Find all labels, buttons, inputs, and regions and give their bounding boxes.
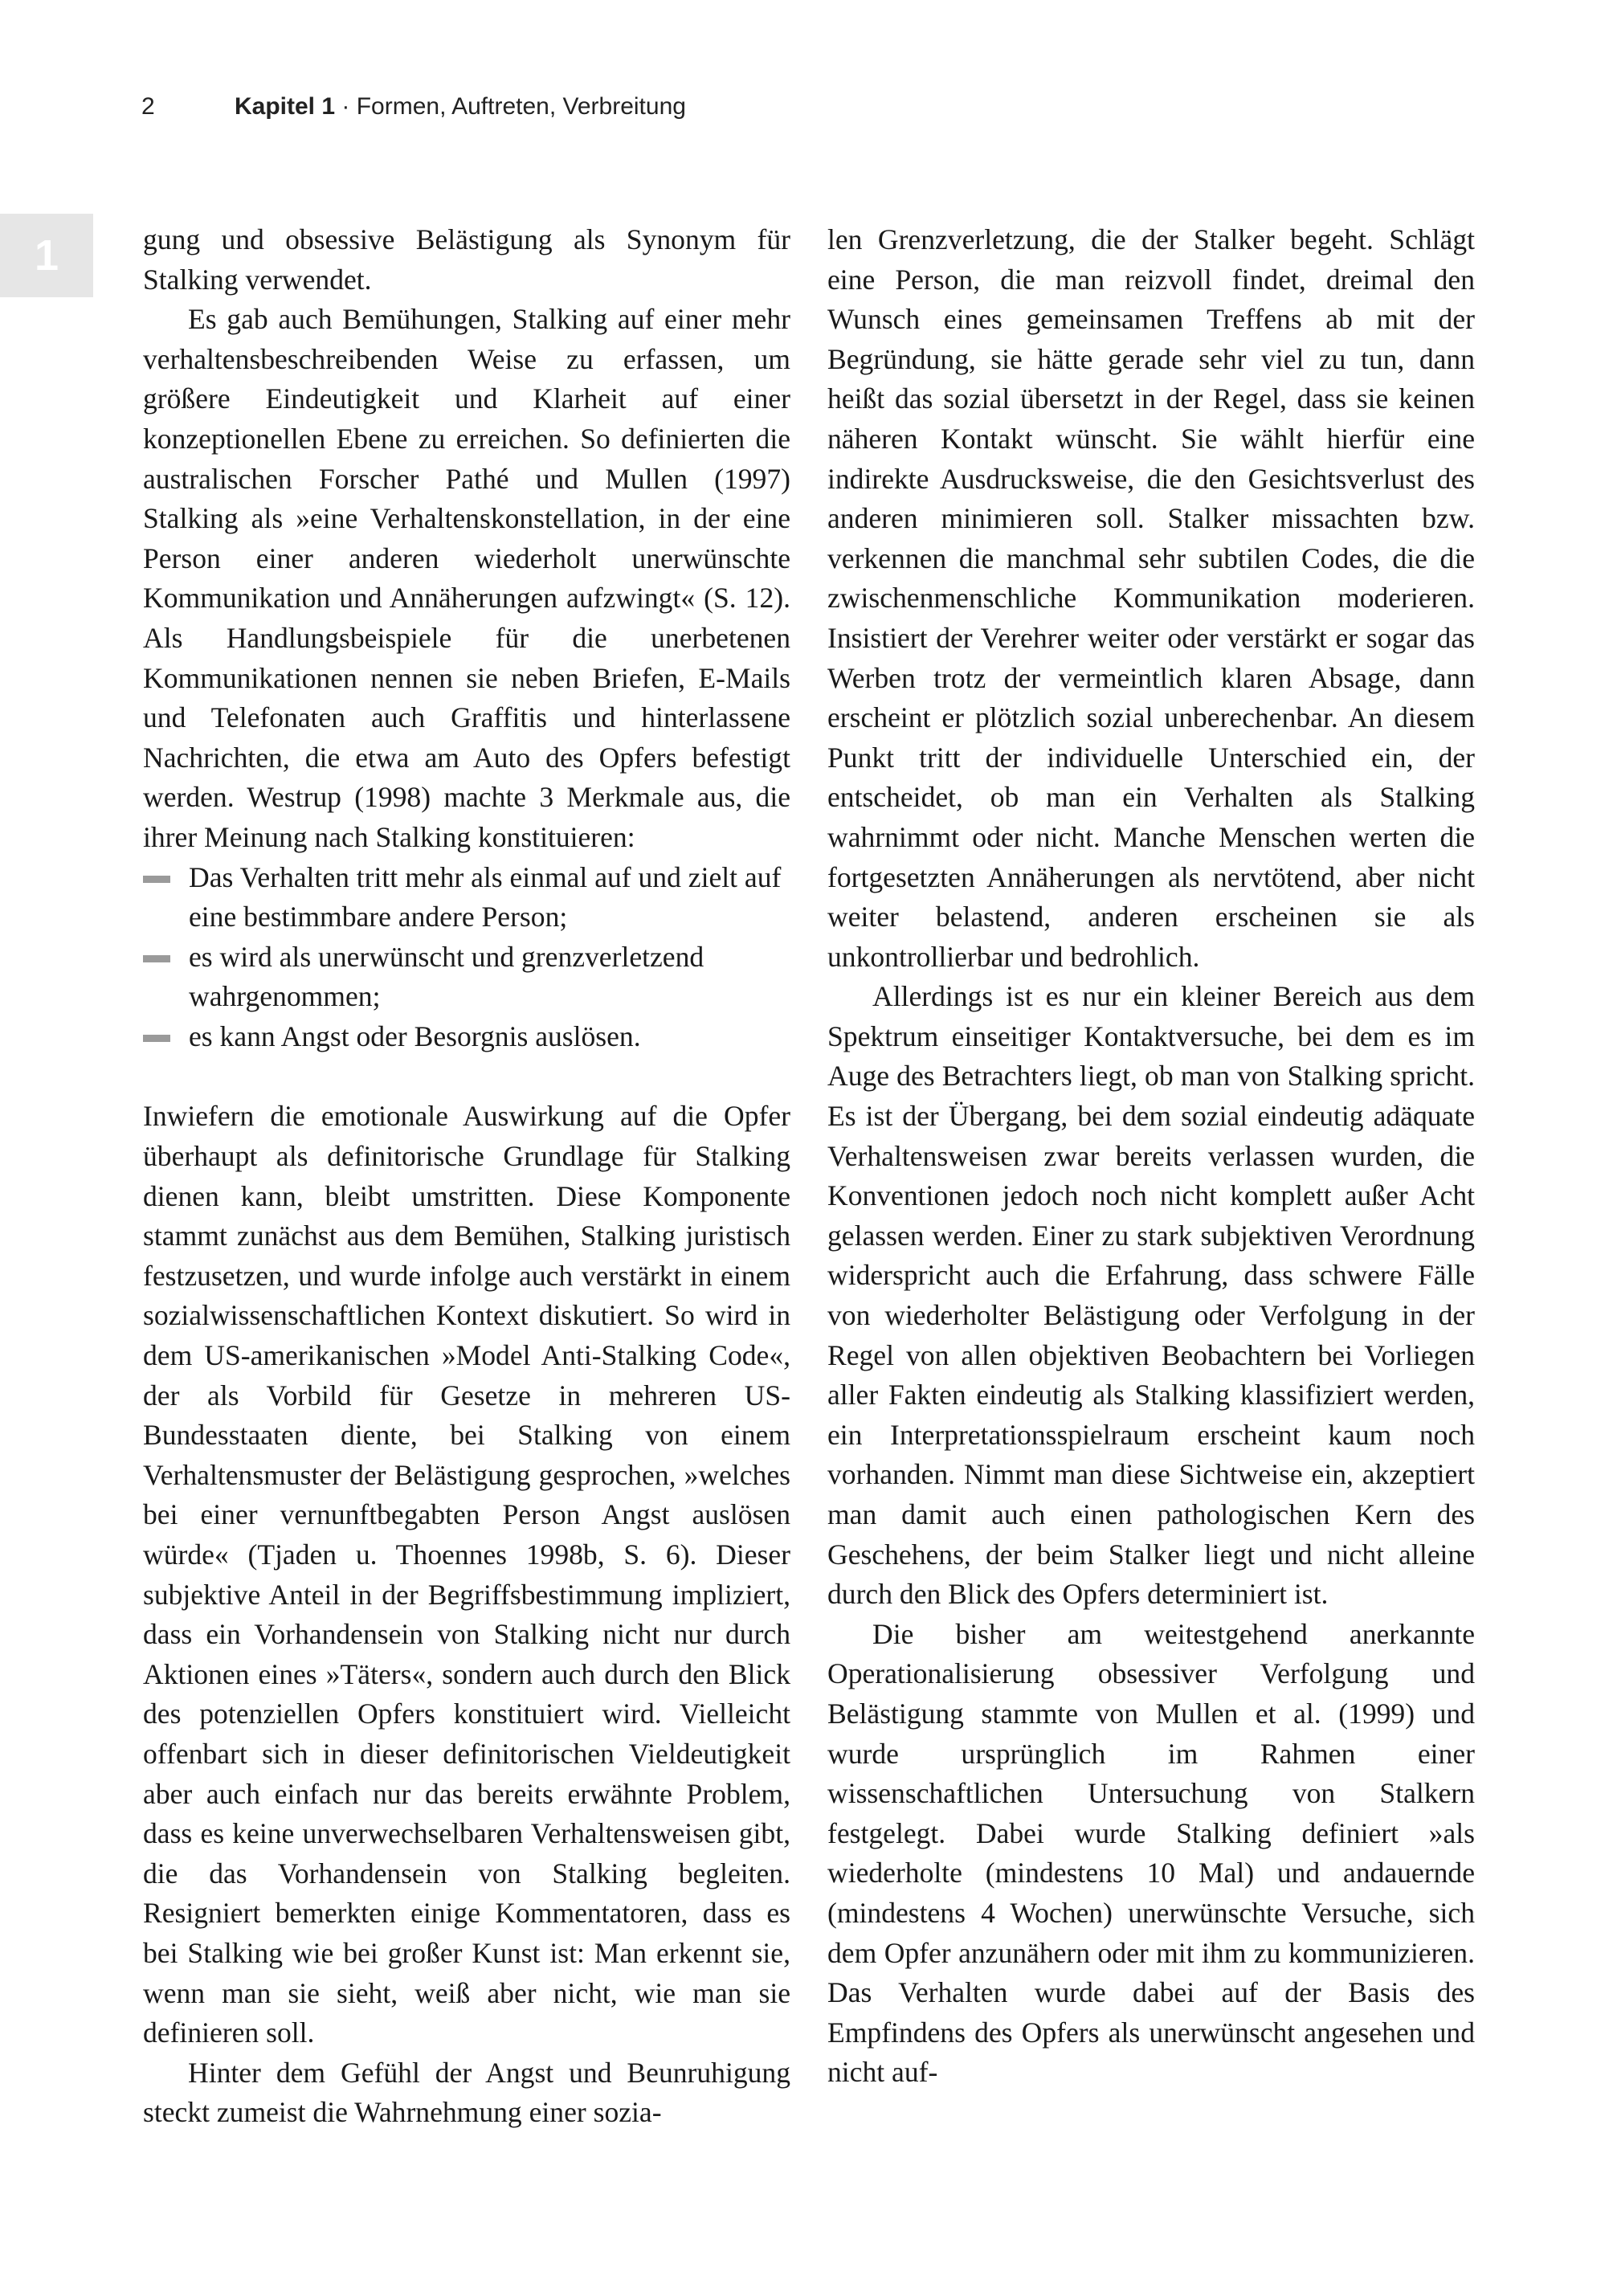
bullet-dash-icon: [143, 955, 170, 962]
list-item-text: es wird als unerwünscht und grenzverletzend wahrgenommen;: [189, 940, 704, 1013]
bullet-list: [143, 858, 790, 1057]
bullet-dash-icon: [143, 876, 170, 883]
page-number: 2: [141, 93, 155, 120]
left-column: [143, 220, 790, 2133]
list-item: [143, 938, 790, 1017]
list-item: [143, 1017, 790, 1057]
paragraph: Es gab auch Bemühungen, Stalking auf einer mehr verhaltensbeschreibenden Weise zu erfassen, um größere Eindeutigkeit und Klarheit auf einer konzeptionellen Ebene zu erreichen. So definierten die australischen Forscher Pathé und Mullen (1997) Stalking als »eine Verhaltenskonstellation, in der eine Person einer anderen wiederholt unerwünschte Kommunikation und Annäherungen aufzwingt« (S. 12). Als Handlungsbeispiele für die unerbetenen Kommunikationen nennen sie neben Briefen, E-Mails und Telefonaten auch Graffitis und hinterlassene Nachrichten, die etwa am Auto des Opfers befestigt werden. Westrup (1998) machte 3 Merkmale aus, die ihrer Meinung nach Stalking konstituieren:: [143, 303, 790, 853]
paragraph: len Grenzverletzung, die der Stalker begeht. Schlägt eine Person, die man reizvoll findet, dreimal den Wunsch eines gemeinsamen Treffens ab mit der Begründung, sie hätte gerade sehr viel zu tun, dann heißt das sozial übersetzt in der Regel, dass sie keinen näheren Kontakt wünscht. Sie wählt hierfür eine indirekte Ausdrucksweise, die den Gesichtsverlust des anderen minimieren soll. Stalker missachten bzw. verkennen die manchmal sehr subtilen Codes, die die zwischenmenschliche Kommunikation moderieren. Insistiert der Verehrer weiter oder verstärkt er sogar das Werben trotz der vermeintlich klaren Absage, dann erscheint er plötzlich sozial unberechenbar. An diesem Punkt tritt der individuelle Unterschied ein, der entscheidet, ob man ein Verhalten als Stalking wahrnimmt oder nicht. Manche Menschen werten die fortgesetzten Annäherungen als nervtötend, aber nicht weiter belastend, anderen erscheinen sie als unkontrollierbar und bedrohlich.: [827, 223, 1475, 973]
paragraph: Die bisher am weitestgehend anerkannte Operationalisierung obsessiver Verfolgung und Belästigung stammte von Mullen et al. (1999) und wurde ursprünglich im Rahmen einer wissenschaftlichen Untersuchung von Stalkern festgelegt. Dabei wurde Stalking definiert »als wiederholte (mindestens 10 Mal) und andauernde (mindestens 4 Wochen) unerwünschte Versuche, sich dem Opfer anzunähern oder mit ihm zu kommunizieren. Das Verhalten wurde dabei auf der Basis des Empfindens des Opfers als unerwünscht angesehen und nicht auf-: [827, 1617, 1475, 2089]
chapter-label: Kapitel 1: [235, 93, 336, 120]
list-item-text: Das Verhalten tritt mehr als einmal auf und zielt auf eine bestimmbare andere Person;: [189, 860, 782, 934]
paragraph: Inwiefern die emotionale Auswirkung auf die Opfer überhaupt als definitorische Grundlage für Stalking dienen kann, bleibt umstritten. Diese Komponente stammt zunächst aus dem Bemühen, Stalking juristisch festzusetzen, und wurde infolge auch verstärkt in einem sozialwissenschaftlichen Kontext diskutiert. So wird in dem US-amerikanischen »Model Anti-Stalking Code«, der als Vorbild für Gesetze in mehreren US-Bundesstaaten diente, bei Stalking von einem Verhaltensmuster der Belästigung gesprochen, »welches bei einer vernunftbegabten Person Angst auslösen würde« (Tjaden u. Thoennes 1998b, S. 6). Dieser subjektive Anteil in der Begriffsbestimmung impliziert, dass ein Vorhandensein von Stalking nicht nur durch Aktionen eines »Täters«, sondern auch durch den Blick des potenziellen Opfers konstituiert wird. Vielleicht offenbart sich in dieser definitorischen Vieldeutigkeit aber auch einfach nur das bereits erwähnte Problem, dass es keine unverwechselbaren Verhaltensweisen gibt, die das Vorhandensein von Stalking begleiten. Resigniert bemerkten einige Kommentatoren, dass es bei Stalking wie bei großer Kunst ist: Man erkennt sie, wenn man sie sieht, weiß aber nicht, wie man sie definieren soll.: [143, 1100, 790, 2049]
paragraph: gung und obsessive Belästigung als Synonym für Stalking verwendet.: [143, 223, 790, 296]
paragraph: Hinter dem Gefühl der Angst und Beunruhigung steckt zumeist die Wahrnehmung einer sozia-: [143, 2056, 790, 2129]
bullet-dash-icon: [143, 1035, 170, 1042]
paragraph: Allerdings ist es nur ein kleiner Bereich aus dem Spektrum einseitiger Kontaktversuche, bei dem es im Auge des Betrachters liegt, ob man von Stalking spricht. Es ist der Übergang, bei dem sozial eindeutig adäquate Verhaltensweisen zwar bereits verlassen wurden, die Konventionen jedoch noch nicht komplett außer Acht gelassen werden. Einer zu stark subjektiven Verordnung widerspricht auch die Erfahrung, dass schwere Fälle von wiederholter Belästigung oder Verfolgung in der Regel von allen objektiven Beobachtern bei Vorliegen aller Fakten eindeutig als Stalking klassifiziert werden, ein Interpretationsspielraum erscheint kaum noch vorhanden. Nimmt man diese Sichtweise ein, akzeptiert man damit auch einen pathologischen Kern des Geschehens, der beim Stalker liegt und nicht alleine durch den Blick des Opfers determiniert ist.: [827, 980, 1475, 1611]
header-separator: ·: [335, 93, 357, 120]
running-header: [141, 93, 686, 121]
chapter-tab-number: 1: [34, 231, 59, 280]
list-item-text: es kann Angst oder Besorgnis auslösen.: [189, 1019, 641, 1052]
chapter-title: Formen, Auftreten, Verbreitung: [356, 93, 686, 120]
right-column: [827, 220, 1475, 2093]
list-item: [143, 858, 790, 938]
chapter-tab: [0, 214, 93, 297]
